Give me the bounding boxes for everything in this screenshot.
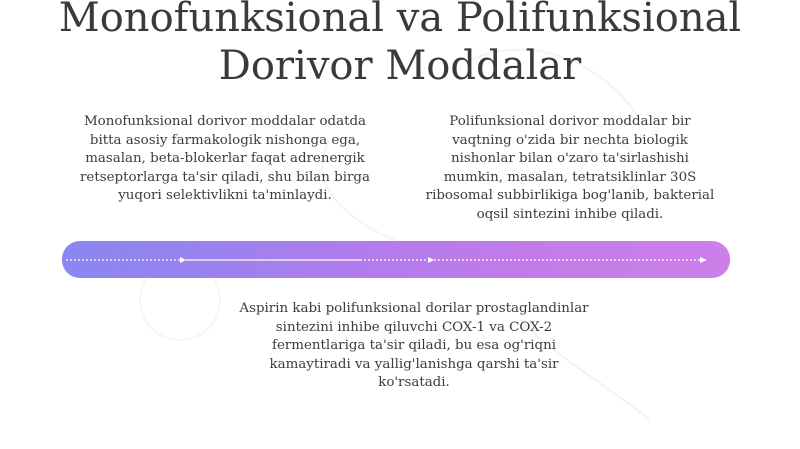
aspirin-example: Aspirin kabi polifunksional dorilar prostaglandinlar sintezini inhibe qiluvchi COX-1 va COX-2 fermentlariga ta'sir qiladi, bu esa og'riqni kamaytiradi va yallig'lanishga qarshi ta'sir ko'rsatadi. (239, 301, 589, 391)
polyfunctional-description: Polifunksional dorivor moddalar bir vaqtning o'zida bir nechta biologik nishonlar bilan o'zaro ta'sirlashishi mumkin, masalan, tetratsiklinlar 30S ribosomal subbirlikiga bog'lanib, bakterial oqsil sintezini inhibe qiladi. (425, 114, 715, 222)
arrow-right-icon (428, 257, 434, 263)
title-line-2: Dorivor Moddalar (218, 43, 582, 89)
timeline-bar (62, 241, 730, 278)
title-line-1: Monofunksional va Polifunksional (58, 0, 742, 41)
arrow-right-icon (700, 257, 707, 263)
monofunctional-description: Monofunksional dorivor moddalar odatda bitta asosiy farmakologik nishonga ega, masalan, beta-blokerlar faqat adrenergik retseptorlarga ta'sir qiladi, shu bilan birga yuqori selektivlikni ta'minlaydi. (80, 114, 370, 204)
arrow-right-icon (180, 257, 186, 263)
timeline-arrows (62, 241, 730, 278)
page-title (0, 0, 800, 90)
